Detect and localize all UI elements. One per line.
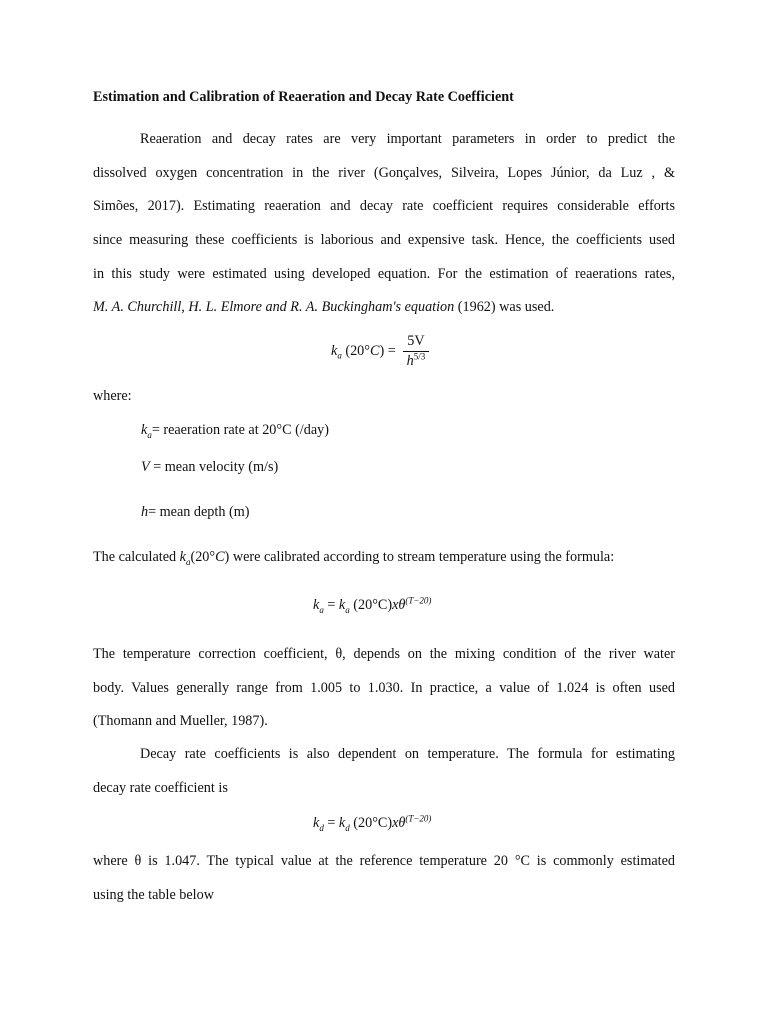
eq3-eq-sign: = [323,815,339,831]
eq2-lhs-var: k [313,597,320,613]
para1-line-5: in this study were estimated using developed equation. For the estimation of reaerations rates, [93,266,675,282]
def-ka-text: = reaeration rate at 20°C (/day) [151,422,329,438]
eq2-lhs-sub: a [319,604,324,615]
section-title: Estimation and Calibration of Reaeration and Decay Rate Coefficient [93,89,514,105]
eq1-lhs-c: C [369,342,380,359]
eq1-lhs-var: k [331,342,338,359]
def-v-var: V [141,459,150,475]
eq3-x: x [392,815,399,831]
eq3-lhs-var: k [313,815,320,831]
para1-line-1: Reaeration and decay rates are very important parameters in order to predict the [140,131,675,147]
calibrated-deg: ° [209,549,216,565]
eq3-lhs-sub: d [319,822,324,833]
eq3-rhs-sub: d [345,822,350,833]
eq2-rhs-var: k [338,597,346,613]
eq1-numerator: 5V [403,333,428,352]
def-h-text: = mean depth (m) [148,504,250,520]
eq1-den-exp: 5/3 [413,351,426,362]
calibrated-arg-close: ) [224,549,230,565]
calibrated-sub: a [185,556,191,567]
def-h-var: h [141,504,149,520]
calibrated-line [93,548,675,566]
para2-line-3: (Thomann and Mueller, 1987). [93,713,268,729]
calibrated-after: were calibrated according to stream temperature using the formula: [229,549,615,565]
eq1-lhs-sub: a [337,350,342,361]
eq2-rhs-sub: a [345,604,350,615]
para1-line-6 [93,298,675,316]
eq3-rhs-var: k [338,815,346,831]
eq2-exp: (T−20) [405,595,432,606]
eq1-lhs-deg: ° [364,342,370,359]
definition-h [141,503,641,521]
citation-year: (1962) was used. [454,299,555,315]
para3-line-1: Decay rate coefficients is also dependent on temperature. The formula for estimating [140,746,675,762]
def-ka-sub: a [147,429,152,440]
para2-line-1: The temperature correction coefficient, θ, depends on the mixing condition of the river water [93,646,675,662]
eq1-den-var: h [406,353,414,369]
eq2-eq-sign: = [323,597,339,613]
definition-v [141,458,641,476]
para3-line-2: decay rate coefficient is [93,780,228,796]
eq1-denominator [403,352,428,370]
eq1-lhs-arg-open: (20 [345,342,365,359]
equation-reaeration-calibrated [313,597,431,614]
equation-reaeration [331,333,429,370]
para1-line-2: dissolved oxygen concentration in the river (Gonçalves, Silveira, Lopes Júnior, da Luz , & [93,165,675,181]
eq1-fraction [403,333,428,370]
calibrated-before: The calculated [93,549,180,565]
para1-line-3: Simões, 2017). Estimating reaeration and decay rate coefficient requires considerable efforts [93,198,675,214]
eq2-theta: θ [398,597,406,613]
para1-line-4: since measuring these coefficients is laborious and expensive task. Hence, the coefficients used [93,232,675,248]
eq3-theta: θ [398,815,406,831]
eq2-x: x [392,597,399,613]
calibrated-arg-open: (20 [190,549,210,565]
eq3-rhs-arg: (20°C) [353,815,393,831]
eq2-rhs-arg: (20°C) [353,597,393,613]
eq3-exp: (T−20) [405,813,432,824]
para4-line-2: using the table below [93,887,214,903]
def-v-text: = mean velocity (m/s) [149,459,279,475]
para2-line-2: body. Values generally range from 1.005 to 1.030. In practice, a value of 1.024 is often used [93,680,675,696]
citation-authors: M. A. Churchill, H. L. Elmore and R. A. Buckingham's equation [93,299,455,315]
definition-ka [141,421,641,439]
def-ka-var: k [141,422,148,438]
calibrated-var: k [179,549,186,565]
para4-line-1: where θ is 1.047. The typical value at the reference temperature 20 °C is commonly estimated [93,853,675,869]
equation-decay [313,815,431,832]
where-label: where: [93,388,132,404]
eq1-lhs-arg-close: ) = [379,342,396,359]
calibrated-c: C [215,549,225,565]
